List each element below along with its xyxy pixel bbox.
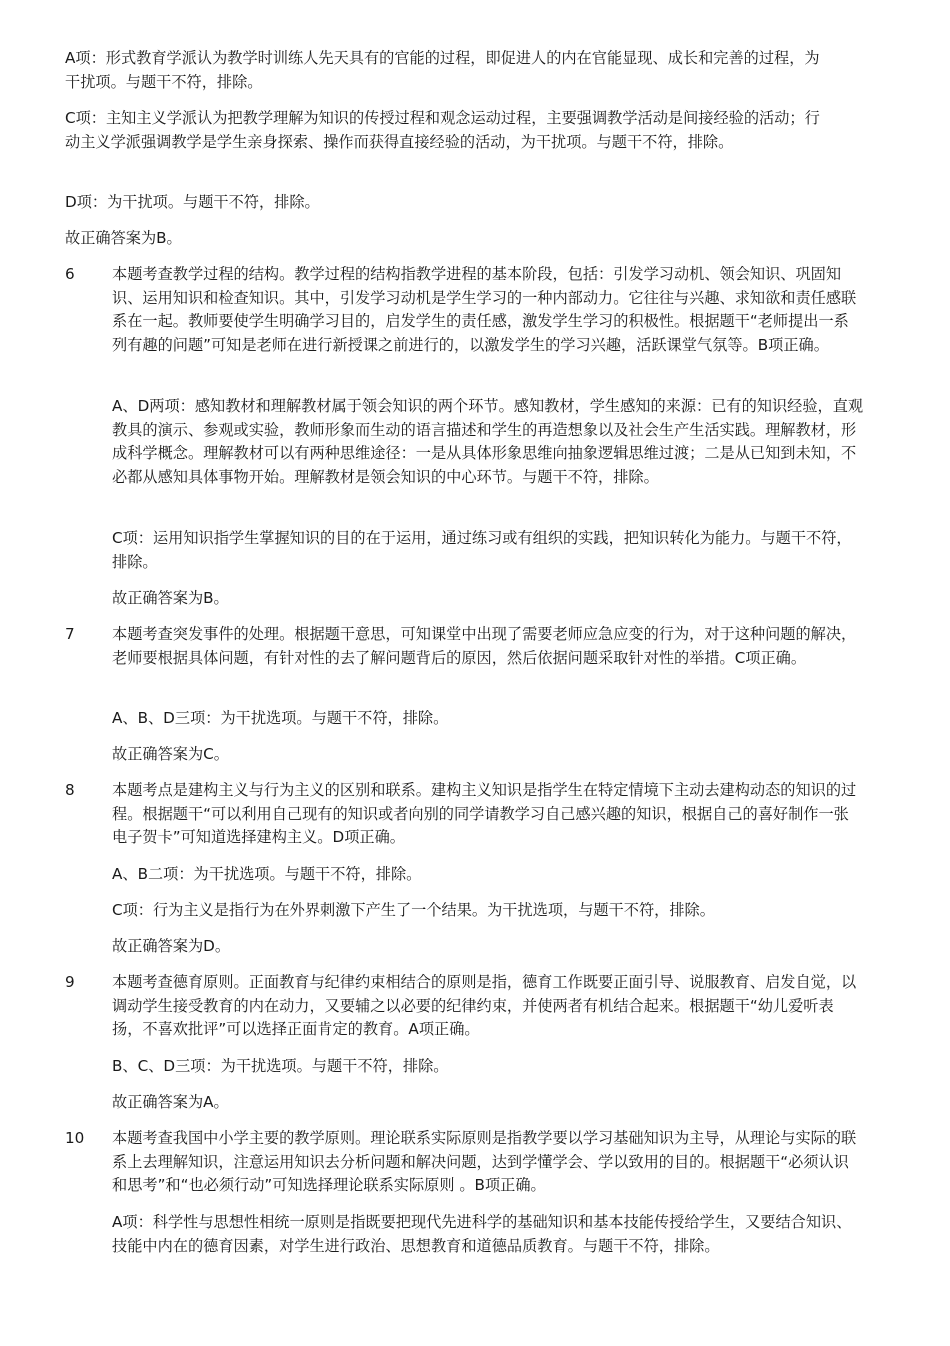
item-option: B、C、D三项：为干扰选项。与题干不符，排除。 <box>112 1057 449 1075</box>
item-option: A、B二项：为干扰选项。与题干不符，排除。 <box>112 865 422 883</box>
item-option: A项：科学性与思想性相统一原则是指既要把现代先进科学的基础知识和基本技能传授给学生，又要结合知识、技能中内在的德育因素，对学生进行政治、思想教育和道德品质教育。与题干不符，排除。 <box>112 1213 852 1255</box>
item-answer: 故正确答案为C。 <box>112 745 229 763</box>
item-answer: 故正确答案为B。 <box>112 589 229 607</box>
item-number: 9 <box>65 973 75 991</box>
item-explanation: 本题考查德育原则。正面教育与纪律约束相结合的原则是指，德育工作既要正面引导、说服教育、启发自觉，以调动学生接受教育的内在动力，又要辅之以必要的纪律约束，并使两者有机结合起来。根据题干“幼儿爱听表扬，不喜欢批评”可以选择正面肯定的教育。A项正确。 <box>112 973 857 1038</box>
item-number: 10 <box>65 1129 85 1147</box>
item-number: 8 <box>65 781 75 799</box>
item-explanation: 本题考查突发事件的处理。根据题干意思，可知课堂中出现了需要老师应急应变的行为，对于这种问题的解决，老师要根据具体问题，有针对性的去了解问题背后的原因，然后依据问题采取针对性的举措。C项正确。 <box>112 625 857 667</box>
intro-option-a: A项：形式教育学派认为教学时训练人先天具有的官能的过程，即促进人的内在官能显现、成长和完善的过程，为干扰项。与题干不符，排除。 <box>65 49 820 91</box>
item-number: 6 <box>65 265 75 283</box>
item-answer: 故正确答案为D。 <box>112 937 231 955</box>
item-answer: 故正确答案为A。 <box>112 1093 229 1111</box>
intro-answer: 故正确答案为B。 <box>65 229 182 247</box>
item-option: A、D两项：感知教材和理解教材属于领会知识的两个环节。感知教材，学生感知的来源：已有的知识经验，直观教具的演示、参观或实验，教师形象而生动的语言描述和学生的再造想象以及社会生产生活实践。理解教材，形成科学概念。理解教材可以有两种思维途径：一是从具体形象思维向抽象逻辑思维过渡；二是从已知到未知，不必都从感知具体事物开始。理解教材是领会知识的中心环节。与题干不符，排除。 <box>112 397 864 486</box>
item-option: C项：行为主义是指行为在外界刺激下产生了一个结果。为干扰选项，与题干不符，排除。 <box>112 901 715 919</box>
item-number: 7 <box>65 625 75 643</box>
intro-option-d: D项：为干扰项。与题干不符，排除。 <box>65 193 320 211</box>
item-explanation: 本题考查教学过程的结构。教学过程的结构指教学进程的基本阶段，包括：引发学习动机、领会知识、巩固知识、运用知识和检查知识。其中，引发学习动机是学生学习的一种内部动力。它往往与兴趣、求知欲和责任感联系在一起。教师要使学生明确学习目的，启发学生的责任感，激发学生学习的积极性。根据题干“老师提出一系列有趣的问题”可知是老师在进行新授课之前进行的，以激发学生的学习兴趣，活跃课堂气氛等。B项正确。 <box>112 265 857 354</box>
item-option: A、B、D三项：为干扰选项。与题干不符，排除。 <box>112 709 449 727</box>
item-explanation: 本题考查我国中小学主要的教学原则。理论联系实际原则是指教学要以学习基础知识为主导，从理论与实际的联系上去理解知识，注意运用知识去分析问题和解决问题，达到学懂学会、学以致用的目的。根据题干“必须认识和思考”和“也必须行动”可知选择理论联系实际原则 。B项正确。 <box>112 1129 857 1194</box>
intro-option-c: C项：主知主义学派认为把教学理解为知识的传授过程和观念运动过程，主要强调教学活动是间接经验的活动；行动主义学派强调教学是学生亲身探索、操作而获得直接经验的活动，为干扰项。与题干不符，排除。 <box>65 109 820 151</box>
item-explanation: 本题考点是建构主义与行为主义的区别和联系。建构主义知识是指学生在特定情境下主动去建构动态的知识的过程。根据题干“可以利用自己现有的知识或者向别的同学请教学习自己感兴趣的知识，根据自己的喜好制作一张电子贺卡”可知道选择建构主义。D项正确。 <box>112 781 857 846</box>
item-option: C项：运用知识指学生掌握知识的目的在于运用，通过练习或有组织的实践，把知识转化为能力。与题干不符，排除。 <box>112 529 852 571</box>
